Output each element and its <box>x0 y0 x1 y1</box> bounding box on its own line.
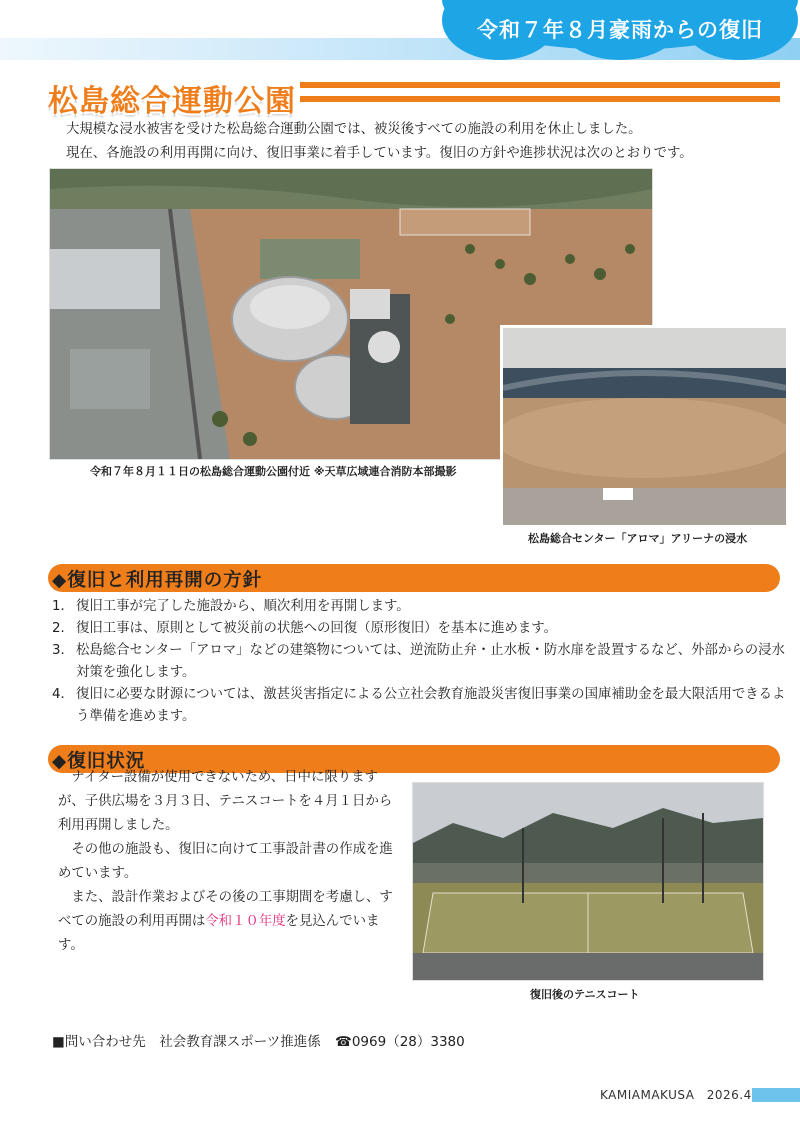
list-item-number: 2． <box>52 621 74 636</box>
list-item-number: 1． <box>52 599 74 614</box>
magazine-name: KAMIAMAKUSA <box>600 1088 695 1102</box>
list-item <box>52 640 792 684</box>
status-paragraph: ナイター設備が使用できないため、日中に限りますが、子供広場を３月３日、テニスコートを４月１日から利用再開しました。 <box>58 770 393 833</box>
arena-photo-caption: 松島総合センター「アロマ」アリーナの浸水 <box>528 532 748 545</box>
title-rule-bottom <box>300 96 780 102</box>
arena-flood-photo <box>500 325 789 528</box>
list-item-text: 松島総合センター「アロマ」などの建築物については、逆流防止弁・止水板・防水扉を設置するなど、外部からの浸水対策を強化します。 <box>76 643 785 680</box>
contact-phone: ☎0969（28）3380 <box>335 1034 465 1050</box>
list-item <box>52 618 792 640</box>
list-item-text: 復旧工事が完了した施設から、順次利用を再開します。 <box>76 599 410 614</box>
policy-heading: ◆復旧と利用再開の方針 <box>52 570 263 591</box>
page-title: 松島総合運動公園 <box>48 84 296 119</box>
reopen-year-highlight: 令和１０年度 <box>205 914 286 929</box>
status-paragraph: また、設計作業およびその後の工事期間を考慮し、すべての施設の利用再開は <box>58 890 393 929</box>
contact-info <box>52 1030 465 1050</box>
issue-date: 2026.4 <box>706 1088 752 1102</box>
status-paragraph: その他の施設も、復旧に向けて工事設計書の作成を進めています。 <box>58 842 393 881</box>
title-rule-top <box>300 82 780 88</box>
footer-accent-bar <box>752 1088 800 1102</box>
intro-text <box>66 118 786 166</box>
aerial-photo-caption: 令和７年８月１１日の松島総合運動公園付近 ※天草広域連合消防本部撮影 <box>90 465 457 478</box>
status-text <box>58 766 398 958</box>
intro-line: 現在、各施設の利用再開に向け、復旧事業に着手しています。復旧の方針や進捗状況は次のとおりです。 <box>66 146 693 161</box>
tennis-court-photo <box>412 782 764 981</box>
list-item-number: 3． <box>52 643 74 658</box>
tennis-photo-caption: 復旧後のテニスコート <box>530 988 640 1001</box>
intro-line: 大規模な浸水被害を受けた松島総合運動公園では、被災後すべての施設の利用を休止しました。 <box>66 122 642 137</box>
list-item-text: 復旧に必要な財源については、激甚災害指定による公立社会教育施設災害復旧事業の国庫補助金を最大限活用できるよう準備を進めます。 <box>76 687 786 724</box>
policy-list <box>52 596 792 728</box>
page-header-title: 令和７年８月豪雨からの復旧 <box>477 18 763 42</box>
list-item-text: 復旧工事は、原則として被災前の状態への回復（原形復旧）を基本に進めます。 <box>76 621 557 636</box>
status-heading: ◆復旧状況 <box>52 751 146 772</box>
contact-label: ■問い合わせ先 社会教育課スポーツ推進係 <box>52 1034 321 1050</box>
list-item-number: 4． <box>52 687 74 702</box>
list-item <box>52 684 792 728</box>
list-item <box>52 596 792 618</box>
status-paragraph-end: を見込んでいます。 <box>58 914 380 953</box>
